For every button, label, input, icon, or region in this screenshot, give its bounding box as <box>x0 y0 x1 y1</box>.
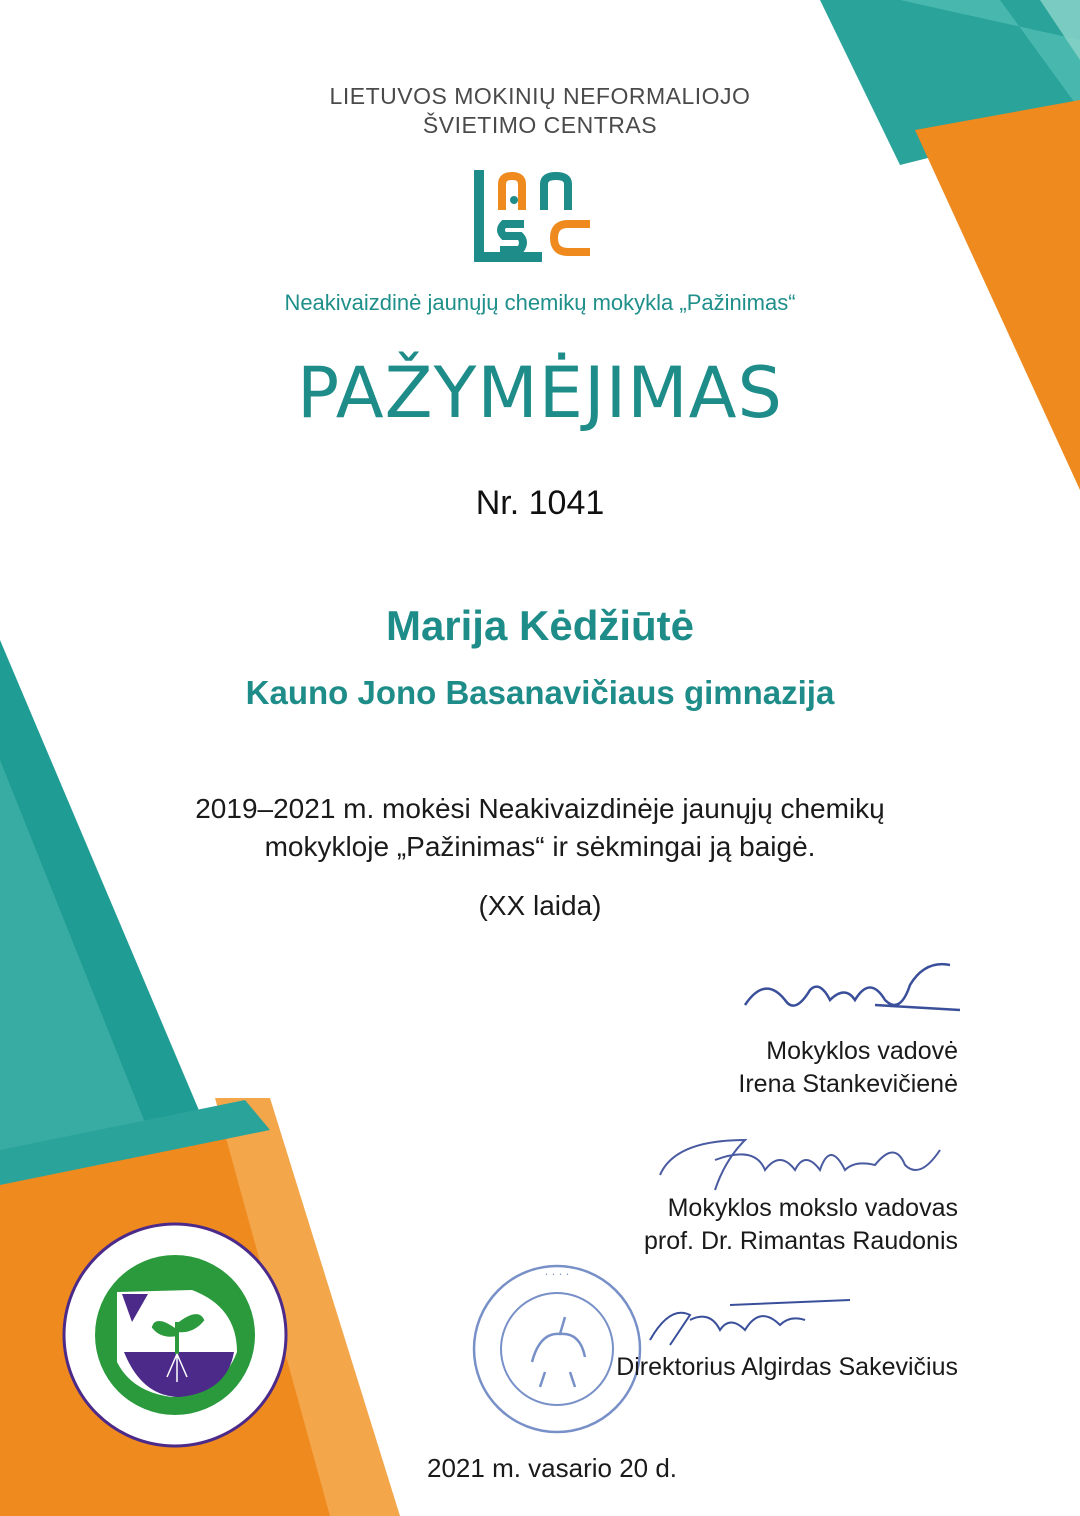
signatory-2 <box>644 1192 958 1258</box>
signatory-2-name: prof. Dr. Rimantas Raudonis <box>643 1227 958 1255</box>
recipient-school: Kauno Jono Basanavičiaus gimnazija <box>245 674 835 711</box>
issue-date: 2021 m. vasario 20 d. <box>427 1453 678 1483</box>
org-line-1: LIETUVOS MOKINIŲ NEFORMALIOJO <box>329 83 751 109</box>
svg-text:· · · ·: · · · · <box>544 1268 570 1281</box>
organization-name <box>0 82 1080 140</box>
school-emblem <box>62 1222 288 1448</box>
signature-3 <box>630 1295 860 1355</box>
body-line-2: mokykloje „Pažinimas“ ir sėkmingai ją baigė. <box>264 831 816 862</box>
certificate-number: Nr. 1041 <box>475 484 605 522</box>
signatory-1-role: Mokyklos vadovė <box>766 1037 958 1065</box>
lmnsc-logo <box>472 170 598 266</box>
signatory-3-role: Direktorius Algirdas Sakevičius <box>616 1353 958 1381</box>
signature-1 <box>735 955 965 1030</box>
signatory-3 <box>616 1351 958 1384</box>
certificate-title: PAŽYMĖJIMAS <box>297 352 783 434</box>
signatory-2-role: Mokyklos mokslo vadovas <box>667 1194 958 1222</box>
official-stamp <box>470 1262 645 1437</box>
org-line-2: ŠVIETIMO CENTRAS <box>422 112 658 138</box>
certificate-body <box>0 790 1080 866</box>
school-line: Neakivaizdinė jaunųjų chemikų mokykla „Pažinimas“ <box>284 290 796 315</box>
edition: (XX laida) <box>478 890 602 921</box>
signatory-1-name: Irena Stankevičienė <box>738 1070 958 1098</box>
recipient-name: Marija Kėdžiūtė <box>385 602 695 649</box>
signatory-1 <box>738 1035 958 1101</box>
body-line-1: 2019–2021 m. mokėsi Neakivaizdinėje jaunųjų chemikų <box>195 793 885 824</box>
signature-2 <box>655 1120 965 1200</box>
